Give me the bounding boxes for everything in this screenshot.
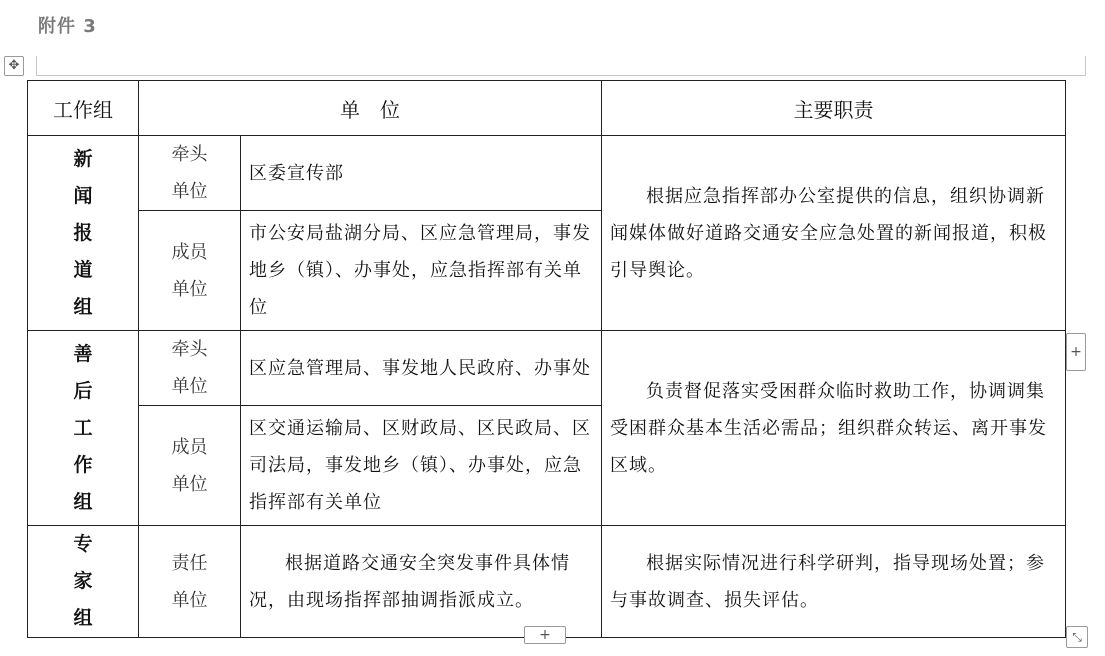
role-label: 成员单位	[171, 241, 208, 300]
header-row	[28, 81, 1066, 136]
unit-cell[interactable]: 区委宣传部	[241, 136, 602, 211]
role-cell[interactable]	[139, 211, 241, 331]
duty-cell[interactable]: 根据实际情况进行科学研判，指导现场处置；参与事故调查、损失评估。	[602, 526, 1066, 638]
role-label: 成员单位	[171, 436, 208, 495]
role-cell[interactable]	[139, 406, 241, 526]
table-row	[28, 136, 1066, 211]
unit-cell[interactable]: 区交通运输局、区财政局、区民政局、区司法局，事发地乡（镇）、办事处，应急指挥部有关单位	[241, 406, 602, 526]
table-move-icon[interactable]: ✥	[4, 56, 24, 76]
add-row-icon[interactable]: +	[1066, 333, 1086, 371]
role-cell[interactable]	[139, 526, 241, 638]
group-name-cell[interactable]	[28, 526, 139, 638]
header-unit[interactable]: 单 位	[139, 81, 602, 136]
table-row	[28, 526, 1066, 638]
header-group[interactable]: 工作组	[28, 81, 139, 136]
group-name: 新闻报道组	[73, 147, 93, 318]
role-cell[interactable]	[139, 331, 241, 406]
unit-cell[interactable]: 区应急管理局、事发地人民政府、办事处	[241, 331, 602, 406]
role-label: 责任单位	[171, 552, 208, 611]
group-name: 专家组	[73, 533, 93, 629]
responsibility-table	[27, 80, 1066, 638]
table-ruler	[36, 56, 1086, 76]
attachment-label: 附件 3	[38, 16, 97, 37]
table-resize-icon[interactable]: ⤡	[1066, 626, 1088, 648]
role-label: 牵头单位	[171, 339, 208, 397]
role-label: 牵头单位	[171, 144, 208, 202]
add-column-icon[interactable]: +	[524, 626, 566, 644]
unit-cell[interactable]: 市公安局盐湖分局、区应急管理局，事发地乡（镇）、办事处，应急指挥部有关单位	[241, 211, 602, 331]
role-cell[interactable]	[139, 136, 241, 211]
table-row	[28, 331, 1066, 406]
group-name-cell[interactable]	[28, 331, 139, 526]
duty-cell[interactable]: 负责督促落实受困群众临时救助工作，协调调集受困群众基本生活必需品；组织群众转运、离开事发区域。	[602, 331, 1066, 526]
group-name: 善后工作组	[73, 342, 93, 513]
unit-cell[interactable]: 根据道路交通安全突发事件具体情况，由现场指挥部抽调指派成立。	[241, 526, 602, 638]
header-duty[interactable]: 主要职责	[602, 81, 1066, 136]
group-name-cell[interactable]	[28, 136, 139, 331]
duty-cell[interactable]: 根据应急指挥部办公室提供的信息，组织协调新闻媒体做好道路交通安全应急处置的新闻报道，积极引导舆论。	[602, 136, 1066, 331]
